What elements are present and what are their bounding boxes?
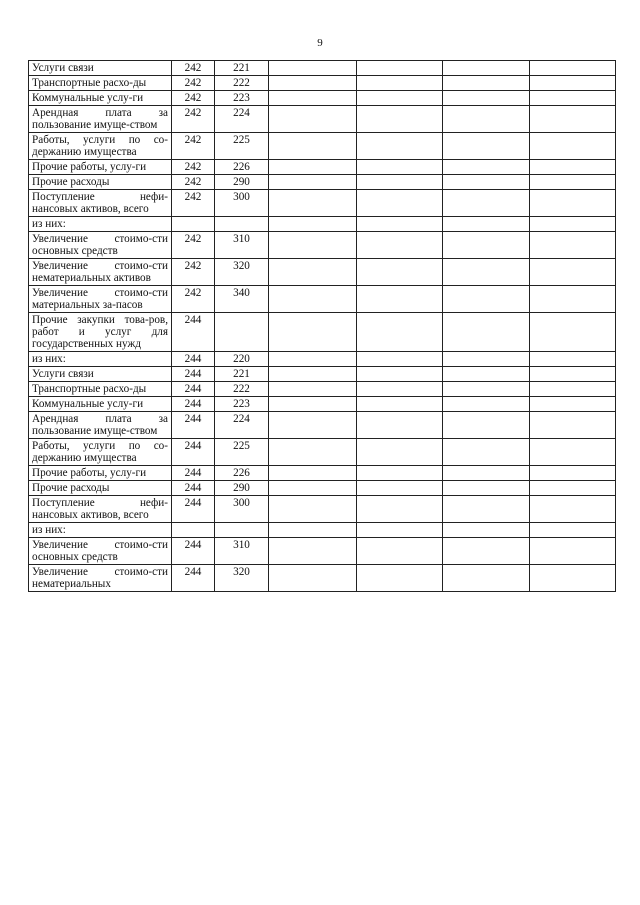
empty-cell xyxy=(443,523,530,538)
empty-cell xyxy=(269,439,357,466)
empty-cell xyxy=(357,523,443,538)
row-kosgu-code: 221 xyxy=(215,367,269,382)
empty-cell xyxy=(530,466,616,481)
row-vr-code: 242 xyxy=(172,160,215,175)
table-row xyxy=(29,412,616,439)
row-vr-code: 242 xyxy=(172,106,215,133)
row-name: Увеличение стоимо-сти основных средств xyxy=(29,232,172,259)
empty-cell xyxy=(269,538,357,565)
empty-cell xyxy=(357,106,443,133)
empty-cell xyxy=(357,313,443,352)
empty-cell xyxy=(269,367,357,382)
budget-table xyxy=(28,60,616,592)
empty-cell xyxy=(357,352,443,367)
empty-cell xyxy=(530,61,616,76)
row-vr-code: 242 xyxy=(172,190,215,217)
empty-cell xyxy=(269,352,357,367)
empty-cell xyxy=(357,565,443,592)
table-row xyxy=(29,466,616,481)
row-vr-code xyxy=(172,523,215,538)
row-kosgu-code: 300 xyxy=(215,190,269,217)
empty-cell xyxy=(357,496,443,523)
empty-cell xyxy=(269,190,357,217)
row-kosgu-code xyxy=(215,313,269,352)
row-name: Прочие расходы xyxy=(29,175,172,190)
table-row xyxy=(29,439,616,466)
budget-table-body xyxy=(29,61,616,592)
empty-cell xyxy=(357,412,443,439)
empty-cell xyxy=(443,352,530,367)
table-row xyxy=(29,91,616,106)
row-vr-code: 242 xyxy=(172,133,215,160)
page-number: 9 xyxy=(317,37,323,49)
row-name: Поступление нефи-нансовых активов, всего xyxy=(29,496,172,523)
row-vr-code xyxy=(172,217,215,232)
row-kosgu-code: 223 xyxy=(215,397,269,412)
empty-cell xyxy=(443,496,530,523)
row-kosgu-code xyxy=(215,523,269,538)
row-vr-code: 244 xyxy=(172,367,215,382)
empty-cell xyxy=(357,439,443,466)
row-name: из них: xyxy=(29,217,172,232)
row-vr-code: 244 xyxy=(172,439,215,466)
row-kosgu-code: 220 xyxy=(215,352,269,367)
empty-cell xyxy=(269,382,357,397)
row-kosgu-code xyxy=(215,217,269,232)
empty-cell xyxy=(530,412,616,439)
row-name: Увеличение стоимо-сти нематериальных активов xyxy=(29,259,172,286)
empty-cell xyxy=(357,175,443,190)
row-kosgu-code: 221 xyxy=(215,61,269,76)
table-row xyxy=(29,190,616,217)
empty-cell xyxy=(530,190,616,217)
row-name: Прочие работы, услу-ги xyxy=(29,160,172,175)
row-kosgu-code: 222 xyxy=(215,382,269,397)
empty-cell xyxy=(530,286,616,313)
row-kosgu-code: 290 xyxy=(215,175,269,190)
empty-cell xyxy=(269,466,357,481)
empty-cell xyxy=(530,352,616,367)
empty-cell xyxy=(443,217,530,232)
table-row xyxy=(29,481,616,496)
table-row xyxy=(29,160,616,175)
empty-cell xyxy=(269,496,357,523)
empty-cell xyxy=(443,565,530,592)
row-name: Прочие расходы xyxy=(29,481,172,496)
row-kosgu-code: 226 xyxy=(215,466,269,481)
empty-cell xyxy=(443,313,530,352)
row-name: Увеличение стоимо-сти нематериальных xyxy=(29,565,172,592)
row-vr-code: 242 xyxy=(172,91,215,106)
row-vr-code: 242 xyxy=(172,175,215,190)
empty-cell xyxy=(357,367,443,382)
table-row xyxy=(29,133,616,160)
empty-cell xyxy=(530,160,616,175)
row-vr-code: 244 xyxy=(172,352,215,367)
empty-cell xyxy=(443,382,530,397)
row-kosgu-code: 320 xyxy=(215,259,269,286)
empty-cell xyxy=(530,565,616,592)
row-name: Арендная плата за пользование имуще-ством xyxy=(29,106,172,133)
empty-cell xyxy=(357,538,443,565)
row-kosgu-code: 290 xyxy=(215,481,269,496)
empty-cell xyxy=(357,259,443,286)
row-name: Транспортные расхо-ды xyxy=(29,382,172,397)
row-name: Увеличение стоимо-сти основных средств xyxy=(29,538,172,565)
row-vr-code: 242 xyxy=(172,232,215,259)
row-vr-code: 244 xyxy=(172,382,215,397)
row-vr-code: 244 xyxy=(172,496,215,523)
empty-cell xyxy=(530,133,616,160)
row-vr-code: 244 xyxy=(172,412,215,439)
row-vr-code: 244 xyxy=(172,565,215,592)
empty-cell xyxy=(530,76,616,91)
empty-cell xyxy=(443,367,530,382)
empty-cell xyxy=(530,439,616,466)
empty-cell xyxy=(269,313,357,352)
empty-cell xyxy=(269,91,357,106)
row-name: Коммунальные услу-ги xyxy=(29,91,172,106)
row-vr-code: 244 xyxy=(172,397,215,412)
row-vr-code: 242 xyxy=(172,259,215,286)
empty-cell xyxy=(443,91,530,106)
empty-cell xyxy=(530,232,616,259)
empty-cell xyxy=(443,76,530,91)
empty-cell xyxy=(443,232,530,259)
empty-cell xyxy=(269,286,357,313)
empty-cell xyxy=(443,439,530,466)
table-row xyxy=(29,523,616,538)
row-name: Транспортные расхо-ды xyxy=(29,76,172,91)
empty-cell xyxy=(269,61,357,76)
row-kosgu-code: 225 xyxy=(215,439,269,466)
row-name: Работы, услуги по со-держанию имущества xyxy=(29,133,172,160)
empty-cell xyxy=(269,232,357,259)
empty-cell xyxy=(530,217,616,232)
row-kosgu-code: 224 xyxy=(215,106,269,133)
empty-cell xyxy=(269,175,357,190)
table-row xyxy=(29,538,616,565)
empty-cell xyxy=(443,190,530,217)
empty-cell xyxy=(357,76,443,91)
empty-cell xyxy=(357,286,443,313)
table-row xyxy=(29,367,616,382)
empty-cell xyxy=(269,160,357,175)
empty-cell xyxy=(530,496,616,523)
empty-cell xyxy=(530,313,616,352)
row-name: из них: xyxy=(29,352,172,367)
empty-cell xyxy=(269,523,357,538)
row-name: из них: xyxy=(29,523,172,538)
row-name: Увеличение стоимо-сти материальных за-пасов xyxy=(29,286,172,313)
table-row xyxy=(29,382,616,397)
empty-cell xyxy=(530,106,616,133)
empty-cell xyxy=(269,565,357,592)
row-vr-code: 244 xyxy=(172,466,215,481)
table-row xyxy=(29,496,616,523)
empty-cell xyxy=(269,133,357,160)
row-vr-code: 244 xyxy=(172,313,215,352)
table-row xyxy=(29,217,616,232)
empty-cell xyxy=(443,466,530,481)
row-kosgu-code: 310 xyxy=(215,538,269,565)
empty-cell xyxy=(443,397,530,412)
empty-cell xyxy=(530,91,616,106)
row-name: Арендная плата за пользование имуще-ством xyxy=(29,412,172,439)
table-row xyxy=(29,106,616,133)
empty-cell xyxy=(269,412,357,439)
empty-cell xyxy=(357,160,443,175)
empty-cell xyxy=(269,76,357,91)
empty-cell xyxy=(443,133,530,160)
empty-cell xyxy=(357,91,443,106)
empty-cell xyxy=(357,190,443,217)
empty-cell xyxy=(357,397,443,412)
empty-cell xyxy=(443,61,530,76)
row-vr-code: 242 xyxy=(172,61,215,76)
table-row xyxy=(29,175,616,190)
empty-cell xyxy=(443,175,530,190)
empty-cell xyxy=(530,259,616,286)
row-name: Поступление нефи-нансовых активов, всего xyxy=(29,190,172,217)
empty-cell xyxy=(357,232,443,259)
row-kosgu-code: 226 xyxy=(215,160,269,175)
empty-cell xyxy=(357,382,443,397)
empty-cell xyxy=(443,160,530,175)
empty-cell xyxy=(269,106,357,133)
row-kosgu-code: 225 xyxy=(215,133,269,160)
table-row xyxy=(29,313,616,352)
row-kosgu-code: 222 xyxy=(215,76,269,91)
table-row xyxy=(29,286,616,313)
row-name: Прочие работы, услу-ги xyxy=(29,466,172,481)
empty-cell xyxy=(530,523,616,538)
empty-cell xyxy=(443,286,530,313)
empty-cell xyxy=(443,106,530,133)
row-name: Услуги связи xyxy=(29,61,172,76)
empty-cell xyxy=(357,481,443,496)
empty-cell xyxy=(357,133,443,160)
row-kosgu-code: 224 xyxy=(215,412,269,439)
table-row xyxy=(29,259,616,286)
row-vr-code: 244 xyxy=(172,538,215,565)
empty-cell xyxy=(269,397,357,412)
row-kosgu-code: 223 xyxy=(215,91,269,106)
row-kosgu-code: 340 xyxy=(215,286,269,313)
row-vr-code: 242 xyxy=(172,286,215,313)
row-name: Работы, услуги по со-держанию имущества xyxy=(29,439,172,466)
empty-cell xyxy=(530,382,616,397)
empty-cell xyxy=(530,367,616,382)
row-name: Прочие закупки това-ров, работ и услуг для государственных нужд xyxy=(29,313,172,352)
empty-cell xyxy=(530,175,616,190)
table-row xyxy=(29,232,616,259)
empty-cell xyxy=(357,61,443,76)
empty-cell xyxy=(530,397,616,412)
empty-cell xyxy=(443,259,530,286)
table-row xyxy=(29,565,616,592)
table-row xyxy=(29,397,616,412)
empty-cell xyxy=(443,481,530,496)
table-row xyxy=(29,61,616,76)
row-kosgu-code: 310 xyxy=(215,232,269,259)
table-row xyxy=(29,352,616,367)
row-name: Услуги связи xyxy=(29,367,172,382)
empty-cell xyxy=(530,538,616,565)
row-name: Коммунальные услу-ги xyxy=(29,397,172,412)
table-row xyxy=(29,76,616,91)
row-kosgu-code: 320 xyxy=(215,565,269,592)
empty-cell xyxy=(269,259,357,286)
row-kosgu-code: 300 xyxy=(215,496,269,523)
row-vr-code: 242 xyxy=(172,76,215,91)
row-vr-code: 244 xyxy=(172,481,215,496)
empty-cell xyxy=(357,466,443,481)
empty-cell xyxy=(530,481,616,496)
empty-cell xyxy=(269,481,357,496)
empty-cell xyxy=(443,412,530,439)
empty-cell xyxy=(357,217,443,232)
empty-cell xyxy=(443,538,530,565)
empty-cell xyxy=(269,217,357,232)
